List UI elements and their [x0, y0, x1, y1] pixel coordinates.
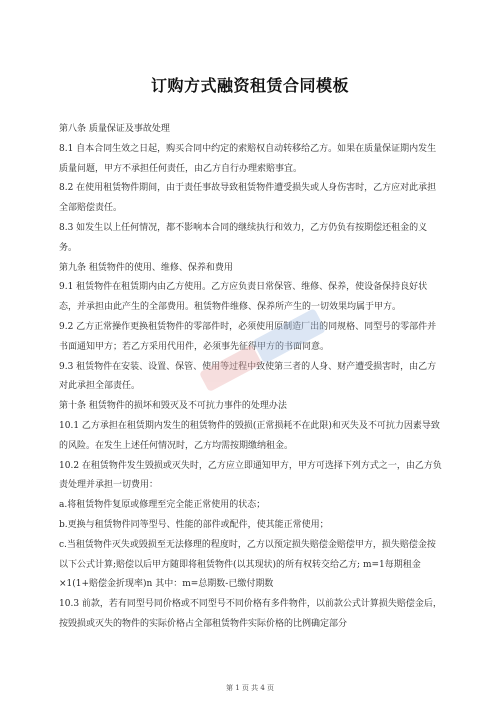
section-heading: 第十条 租赁物件的损坏和毁灭及不可抗力事件的处理办法 — [59, 401, 287, 412]
paragraph: 8.2 在使用租赁物件期间，由于责任事故导致租赁物件遭受损失或人身伤害时，乙方应对此承担全部赔偿责任。 — [59, 183, 437, 214]
paragraph: 9.1 租赁物件在租赁期内由乙方使用。乙方应负责日常保管、维修、保养，使设备保持良好状态，并承担由此产生的全部费用。租赁物件维修、保养所产生的一切效果均属于甲方。 — [59, 282, 428, 313]
section-heading: 第九条 租赁物件的使用、维修、保养和费用 — [59, 262, 233, 273]
paragraph: 9.3 租赁物件在安装、设置、保管、使用等过程中致使第三者的人身、财产遭受损害时，由乙方对此承担全部责任。 — [59, 361, 437, 392]
document-title: 订购方式融资租赁合同模板 — [150, 76, 349, 95]
list-item: b.更换与租赁物件同等型号、性能的部件或配件，使其能正常使用； — [59, 519, 329, 530]
paragraph: 10.2 在租赁物件发生毁损或灭失时，乙方应立即通知甲方，甲方可选择下列方式之一，由乙方负责处理并承担一切费用： — [59, 460, 442, 491]
paragraph: 10.1 乙方承担在租赁期内发生的租赁物件的毁损(正常损耗不在此限)和灭失及不可抗力因素导致的风险。在发生上述任何情况时，乙方均需按期缴纳租金。 — [59, 420, 440, 451]
paragraph: 9.2 乙方正常操作更换租赁物件的零部件时，必须使用原制造厂出的同规格、同型号的零部件并书面通知甲方；若乙方采用代用件，必须事先征得甲方的书面同意。 — [59, 321, 437, 352]
list-item: c.当租赁物件灭失或毁损至无法修理的程度时，乙方以预定损失赔偿金赔偿甲方，损失赔偿金按以下公式计算;赔偿以后甲方随即将租赁物件(以其现状)的所有权转交给乙方; m=1每期租金×1(1+赔偿金折现率)n 其中：m=总期数-已缴付期数 — [59, 539, 436, 590]
page-footer: 第 1 页 共 4 页 — [225, 684, 275, 692]
section-heading: 第八条 质量保证及事故处理 — [59, 124, 170, 134]
paragraph: 10.3 前款，若有同型号同价格或不同型号不同价格有多件物件，以前款公式计算损失赔偿金后，按毁损或灭失的物件的实际价格占全部租赁物件实际价格的比例确定部分 — [59, 599, 442, 629]
paragraph: 8.3 如发生以上任何情况，都不影响本合同的继续执行和效力，乙方仍负有按期偿还租金的义务。 — [59, 222, 428, 253]
paragraph: 8.1 自本合同生效之日起，购买合同中约定的索赔权自动转移给乙方。如果在质量保证期内发生质量问题，甲方不承担任何责任，由乙方自行办理索赔事宜。 — [59, 143, 437, 174]
list-item: a.将租赁物件复原或修理至完全能正常使用的状态； — [59, 500, 266, 511]
document-body — [59, 120, 443, 635]
